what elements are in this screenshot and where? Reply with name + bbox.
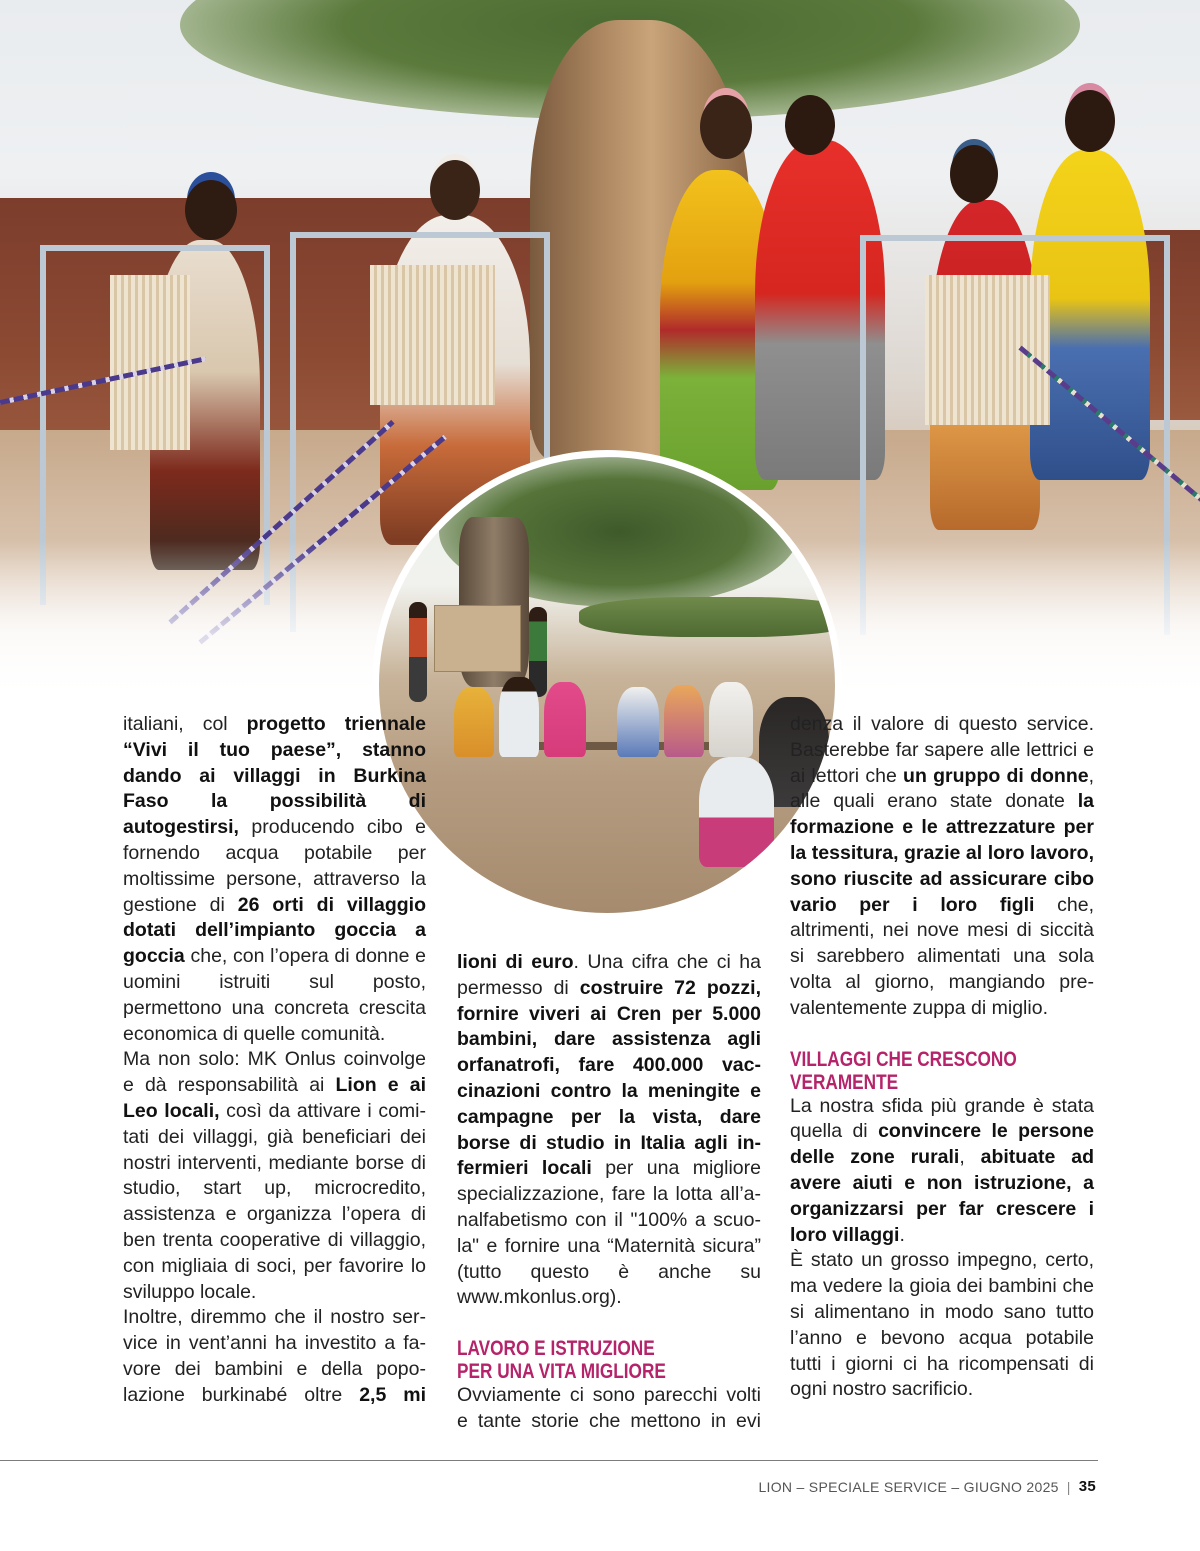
text-run: che, altrimenti, nei nove mesi di siccità si sarebbero alimentati una sola volta al giorno, mangiando prevalentemente zuppa di miglio. <box>790 893 1094 1019</box>
heading-line: PER UNA VITA MIGLIORE <box>457 1360 666 1384</box>
poster-board <box>434 605 521 672</box>
seated-person <box>699 757 774 867</box>
paragraph <box>790 1248 1094 1403</box>
page-footer <box>758 1478 1096 1495</box>
seated-person <box>617 687 659 757</box>
text-run: che, con l’opera di donne e uomini istruiti sul posto, permettono una concreta crescita economica di quelle comunità. <box>123 945 426 1045</box>
bold-text-run: 2,5 mi <box>359 1383 426 1406</box>
heading-line: VILLAGGI CHE CRESCONO <box>790 1047 1017 1071</box>
woven-cloth <box>370 265 495 405</box>
section-heading <box>790 1048 1039 1094</box>
seated-person <box>454 687 494 757</box>
text-run: per una migliore specializzazione, fare la lotta all’analfabetismo con il "100% a scuola" e fornire una “Maternità sicura” (tutto questo è anche su www.mkonlus.org). <box>457 1157 761 1309</box>
weaver-head <box>185 180 237 240</box>
section-heading <box>457 1337 706 1383</box>
text-run: italiani, col <box>123 713 247 735</box>
text-run: denza il valore di questo service. Basterebbe far sapere alle lettrici e ai lettori che <box>790 713 1094 787</box>
footer-rule <box>0 1460 1098 1461</box>
seated-person <box>544 682 586 757</box>
text-run: . Una cifra che ci ha permesso di <box>457 951 761 999</box>
text-run: così da attivare i comitati dei villaggi, già beneficiari dei nostri interventi, mediante borse di studio, start up, microcredito, assistenza e organizza l’opera di ben trenta cooperative di villaggio, con migliaia di soci, per favorire lo sviluppo locale. <box>123 1099 427 1303</box>
bold-text-run: progetto triennale “Vivi il tuo paese”, stanno dando ai villaggi in Burkina Faso la possibilità di autogestirsi, <box>123 713 426 839</box>
woman-head <box>950 145 998 203</box>
bold-text-run: convincere le persone delle zone rurali <box>790 1120 1095 1169</box>
paragraph <box>123 1047 426 1305</box>
village-meeting-photo <box>372 450 842 920</box>
text-run: , alle quali erano state donate <box>790 764 1094 813</box>
seated-person <box>664 685 704 757</box>
article-column-3 <box>790 712 1094 1403</box>
paragraph <box>457 1383 761 1435</box>
bold-text-run: 26 orti di villaggio dotati dell’impianto goccia a goccia <box>123 893 426 968</box>
bold-text-run: un gruppo di donne <box>903 764 1089 787</box>
article-column-2 <box>457 950 761 1435</box>
man-head <box>785 95 835 155</box>
paragraph <box>123 1305 426 1408</box>
seated-person <box>499 677 539 757</box>
heading-line: VERAMENTE <box>790 1070 899 1094</box>
text-run: La nostra sfida più grande è stata quella di <box>790 1094 1094 1143</box>
paragraph <box>790 1094 1094 1249</box>
bold-text-run: costruire 72 pozzi, fornire viveri ai Cren per 5.000 bambini, dare assistenza agli orfanatrofi, fare 400.000 vaccinazioni contro la meningite e campagne per la vista, dare borse di studio in Italia agli infermieri locali <box>457 976 761 1180</box>
article-column-1 <box>123 712 426 1409</box>
text-run: , <box>959 1146 981 1169</box>
page-number: 35 <box>1078 1478 1096 1495</box>
paragraph <box>123 712 426 1047</box>
text-run: Inoltre, diremmo che il nostro service in vent’anni ha investito a favore dei bambini e della popolazione burkinabé oltre <box>123 1306 426 1406</box>
weaver-head <box>430 160 480 220</box>
woman-head <box>1065 90 1115 152</box>
bold-text-run: abituate ad avere aiuti e non istruzione, a organizzarsi per far crescere i loro villaggi <box>790 1146 1094 1246</box>
running-head: LION – SPECIALE SERVICE – GIUGNO 2025 <box>758 1478 1059 1495</box>
bold-text-run: la formazione e le attrezzature per la tessitura, grazie al loro lavoro, sono riuscite ad assicurare cibo vario per i loro figli <box>790 790 1094 916</box>
tree-line <box>579 597 842 637</box>
woven-cloth <box>925 275 1050 425</box>
paragraph <box>790 712 1094 1022</box>
text-run: . <box>899 1223 905 1246</box>
woman-head <box>700 95 752 159</box>
text-run: È stato un grosso impegno, certo, ma vedere la gioia dei bambini che si alimentano in modo sano tutto l’anno e bevono acqua potabile tutti i giorni ci ha ricompensati di ogni nostro sacrificio. <box>790 1249 1094 1401</box>
standing-person <box>409 602 427 702</box>
bold-text-run: lioni di euro <box>457 951 574 973</box>
heading-line: LAVORO E ISTRUZIONE <box>457 1337 655 1361</box>
footer-separator: | <box>1066 1478 1071 1495</box>
text-run: Ma non solo: MK Onlus coinvolge e dà responsabilità ai <box>123 1048 426 1097</box>
text-run: Ovviamente ci sono parecchi volti e tante storie che mettono in evi <box>457 1384 761 1432</box>
text-run: producendo cibo e fornendo acqua potabile per moltissime persone, attraverso la gestione di <box>123 816 426 916</box>
seated-person <box>709 682 753 757</box>
bold-text-run: Lion e ai Leo locali, <box>123 1074 426 1122</box>
paragraph <box>457 950 761 1311</box>
